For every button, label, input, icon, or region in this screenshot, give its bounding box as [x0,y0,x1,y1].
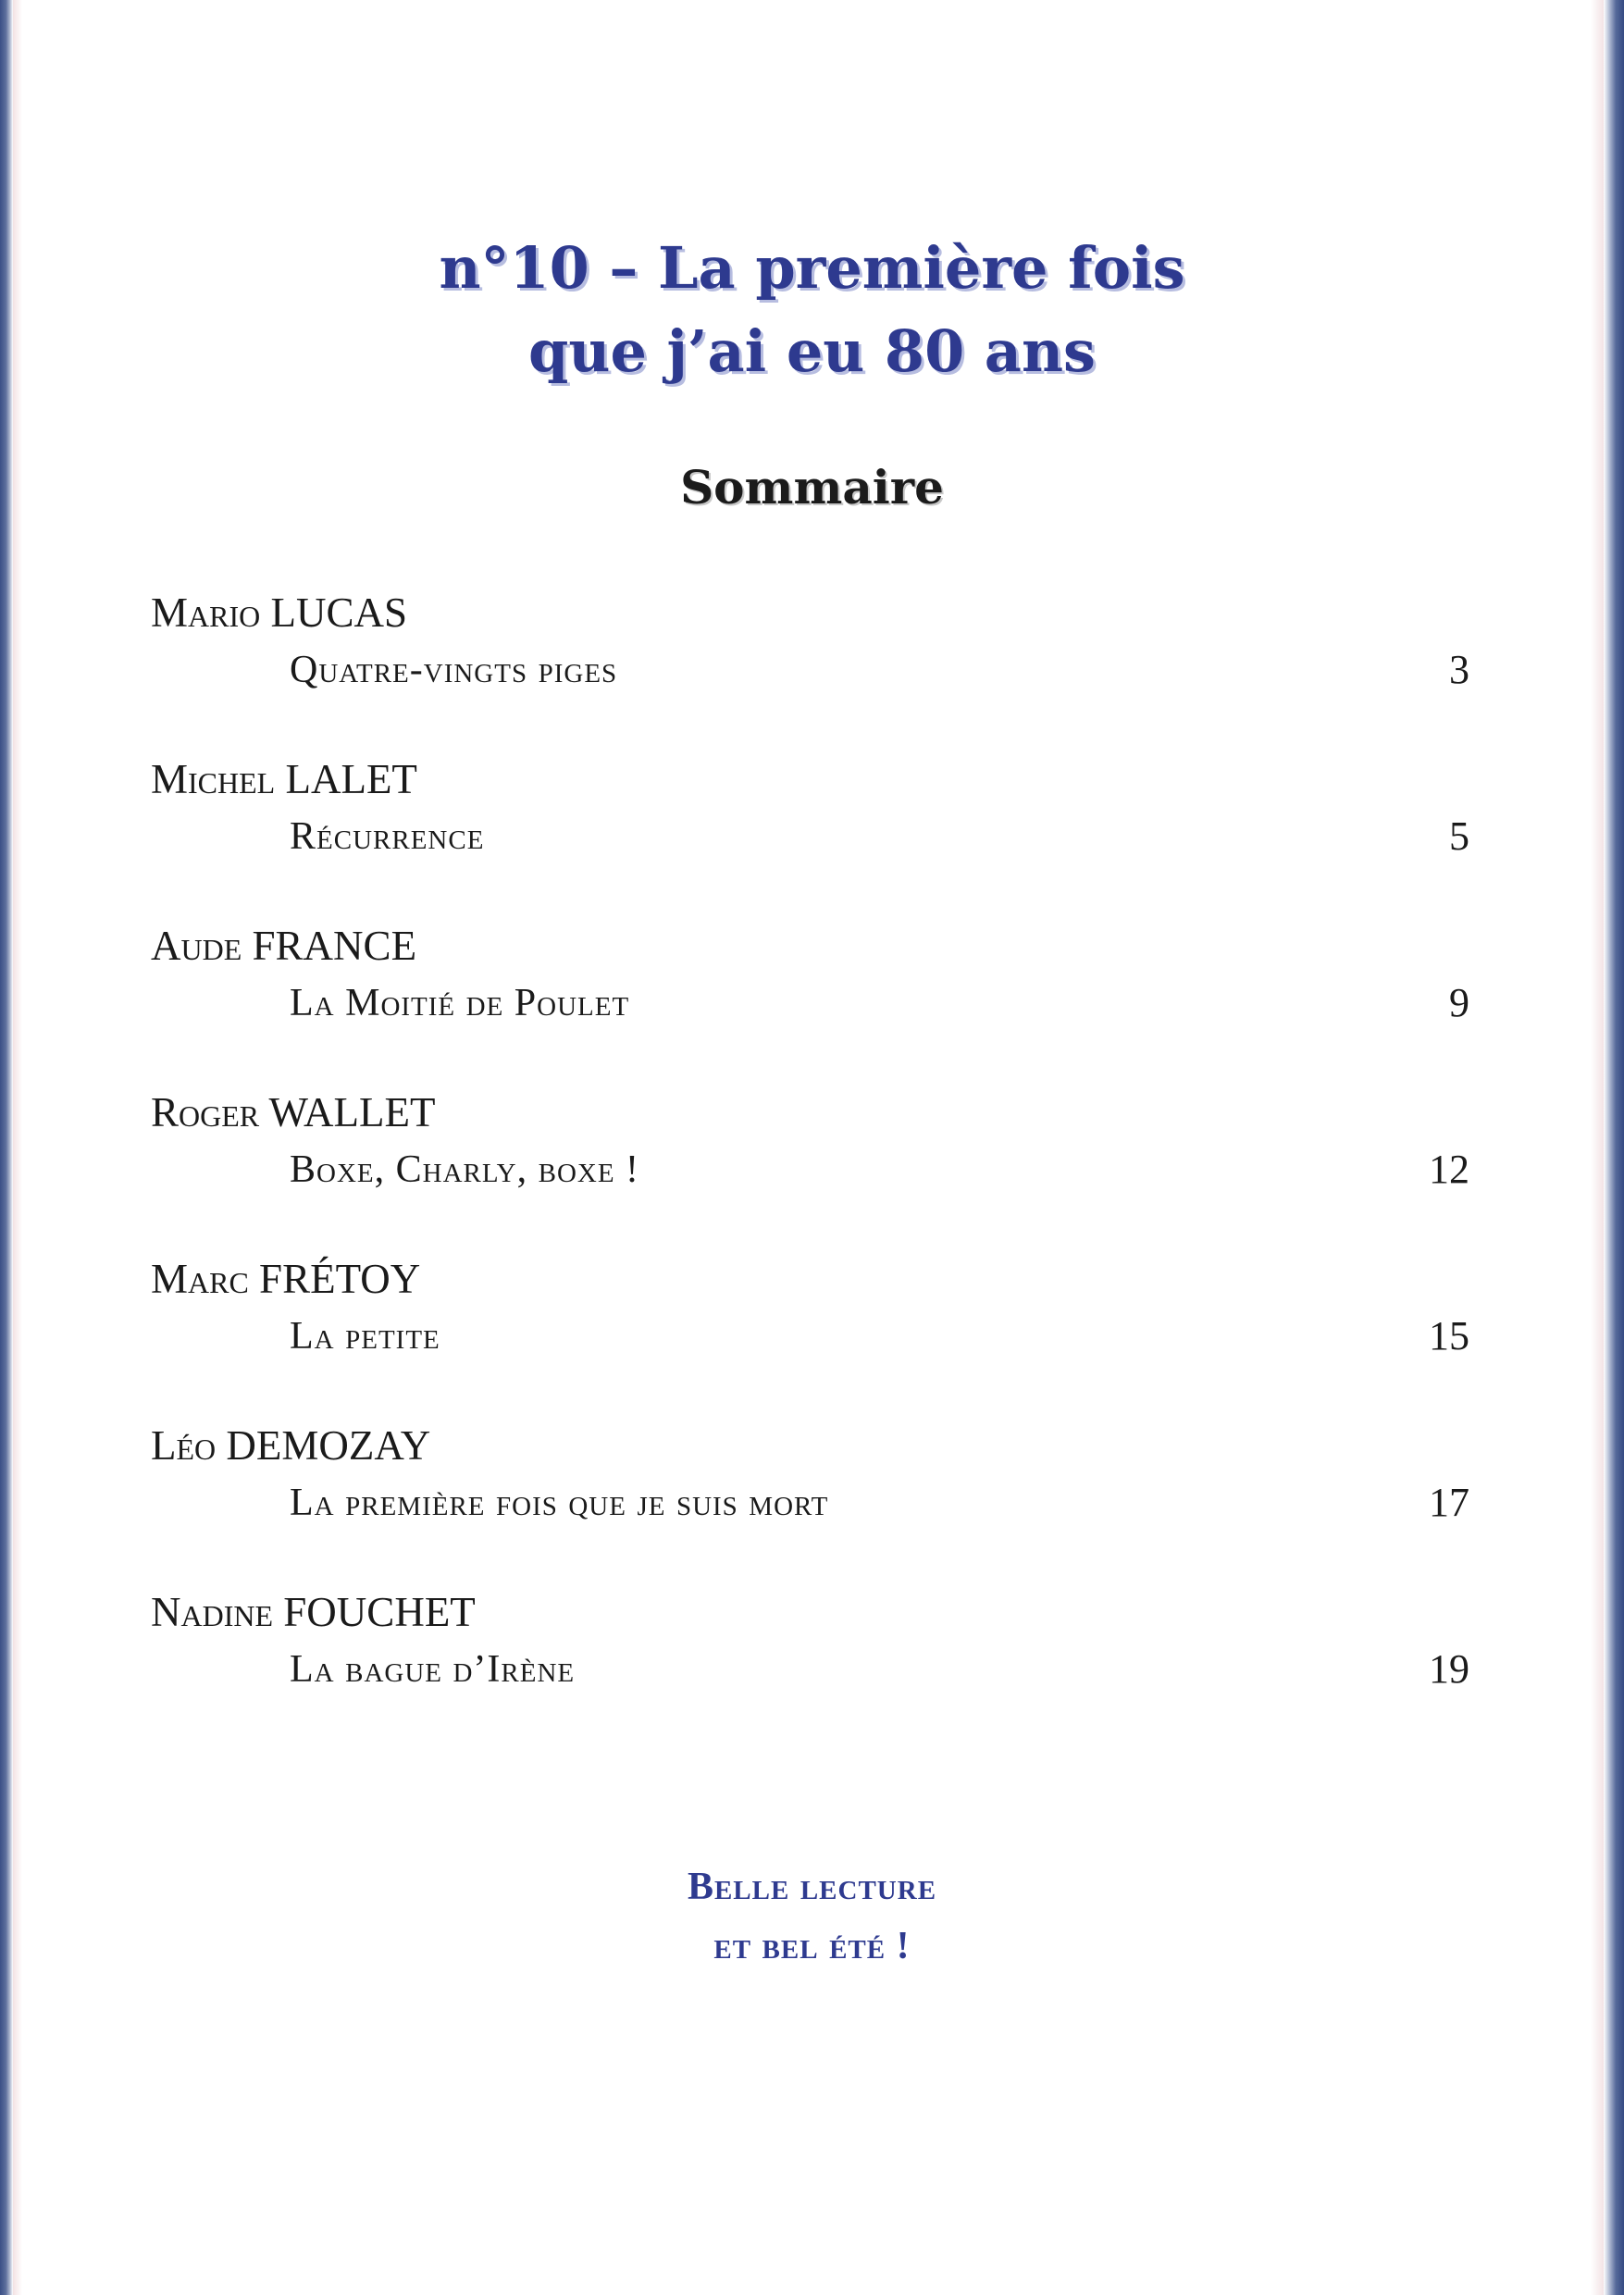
issue-title-line-2: que j’ai eu 80 ans [528,317,1096,385]
summary-heading: Sommaire [680,460,944,515]
toc-page-number: 3 [1449,647,1469,692]
toc-page-number: 9 [1449,980,1469,1025]
toc-story-title: Quatre-vingts piges [290,649,618,691]
closing-line-2: et bel été ! [713,1925,911,1967]
toc-page-number: 17 [1429,1480,1469,1525]
toc-story-title: La petite [290,1315,440,1358]
toc-entry [151,1418,1469,1584]
toc-story-title: La bague d’Irène [290,1648,576,1691]
toc-entry [151,751,1469,918]
toc-author: Michel LALET [151,756,417,802]
toc-author: Aude FRANCE [151,923,417,969]
toc-author: Mario LUCAS [151,589,408,636]
toc-page-number: 15 [1429,1313,1469,1358]
toc-page-number: 19 [1429,1646,1469,1692]
toc-entry [151,1251,1469,1418]
toc-entry [151,585,1469,751]
toc-story-title: Récurrence [290,815,485,858]
toc-entry [151,918,1469,1085]
toc-entry [151,1085,1469,1251]
toc-author: Nadine FOUCHET [151,1589,476,1635]
issue-title [0,227,1624,393]
toc-entry [151,1584,1469,1751]
issue-title-line-1: n°10 – La première fois [439,234,1185,302]
toc-story-title: La Moitié de Poulet [290,982,630,1024]
closing-message [0,1857,1624,1976]
toc-page-number: 5 [1449,813,1469,859]
table-of-contents [151,585,1469,1751]
toc-story-title: La première fois que je suis mort [290,1482,829,1524]
toc-author: Marc FRÉTOY [151,1256,421,1302]
toc-page-number: 12 [1429,1147,1469,1192]
toc-author: Roger WALLET [151,1089,436,1135]
toc-author: Léo DEMOZAY [151,1422,431,1469]
toc-story-title: Boxe, Charly, boxe ! [290,1148,640,1191]
closing-line-1: Belle lecture [687,1866,937,1908]
